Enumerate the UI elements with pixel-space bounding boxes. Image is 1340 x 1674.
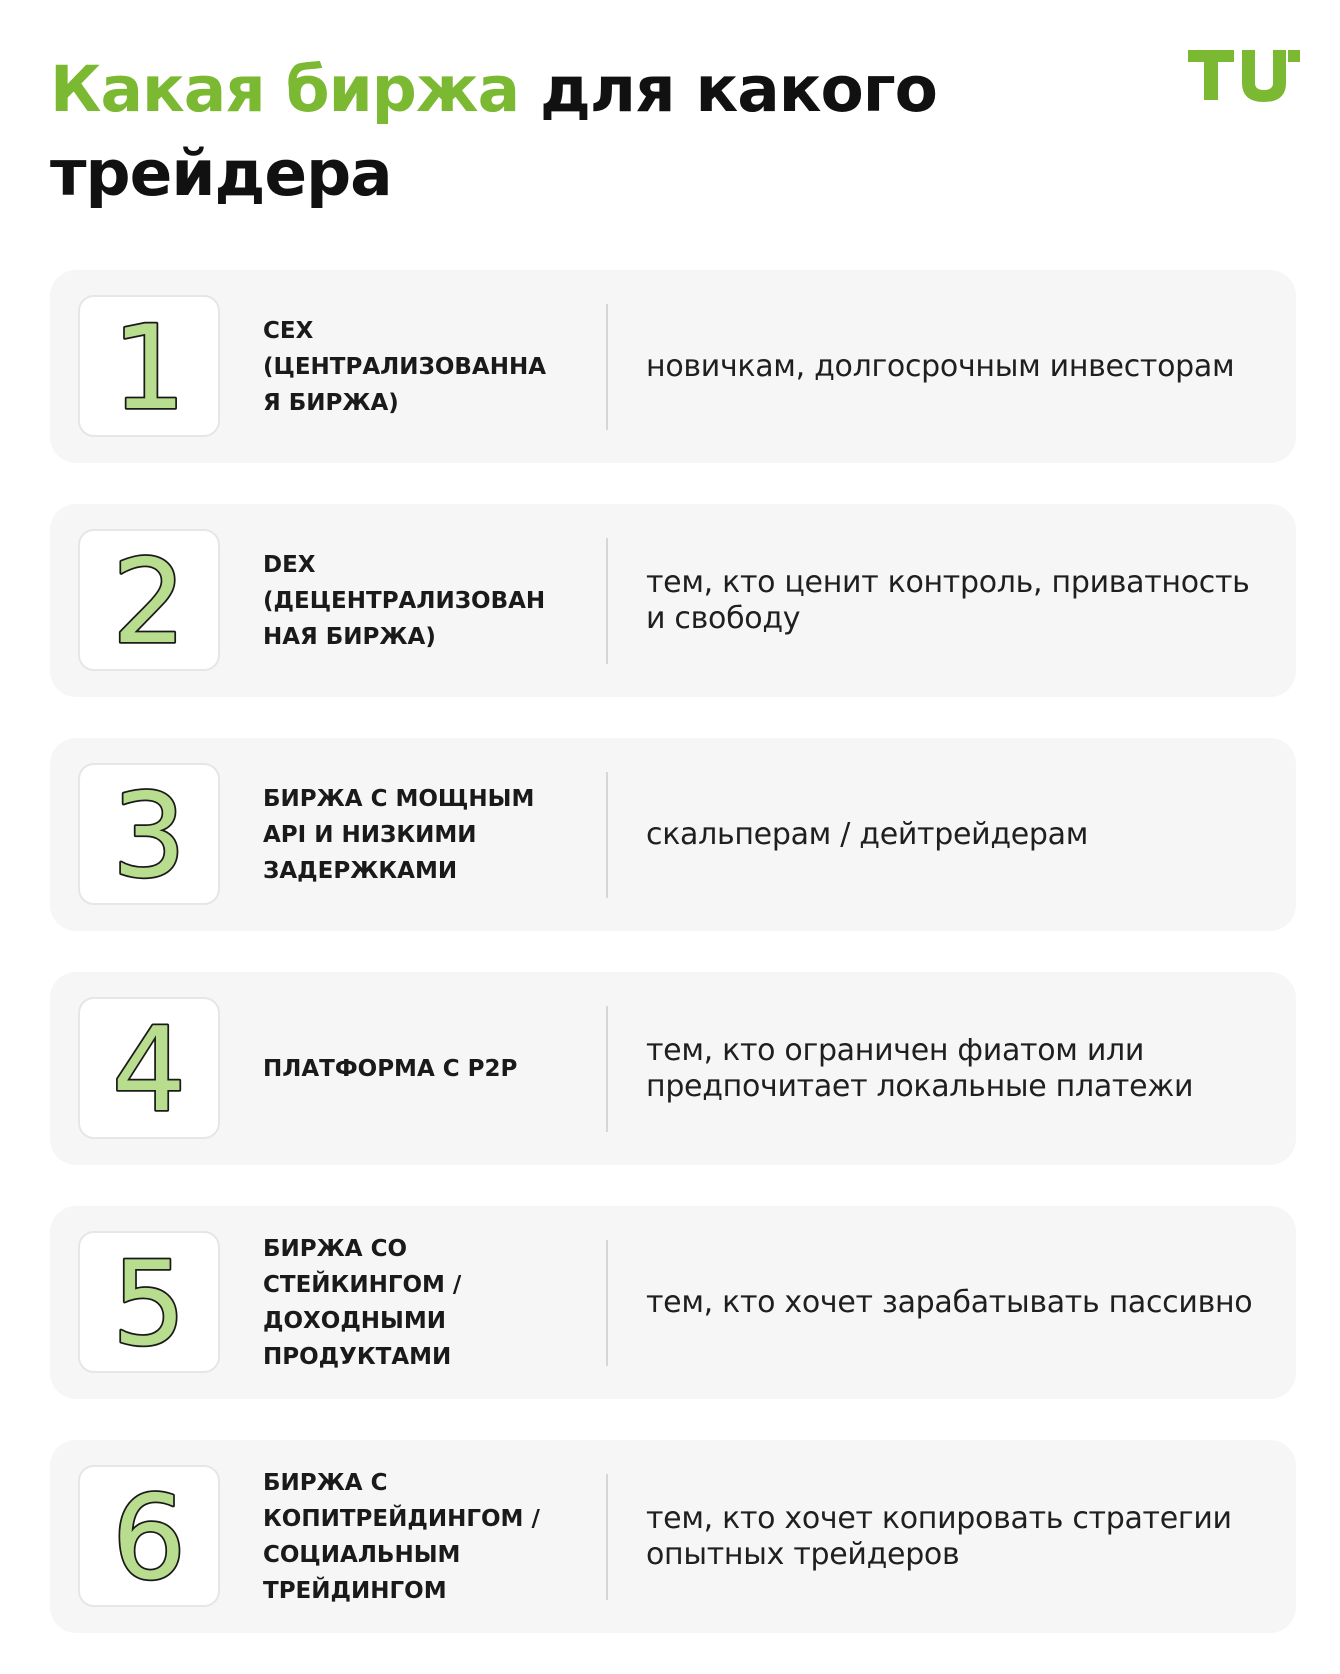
exchange-type-text: CEX (ЦЕНТРАЛИЗОВАННАЯ БИРЖА) — [263, 317, 547, 416]
trader-type — [646, 1206, 1276, 1399]
trader-type — [646, 738, 1276, 931]
brand-logo-icon — [1188, 50, 1300, 108]
number-badge — [78, 1231, 220, 1373]
item-number: 2 — [112, 534, 186, 669]
list-item — [50, 270, 1296, 463]
exchange-type-text: БИРЖА СО СТЕЙКИНГОМ / ДОХОДНЫМИ ПРОДУКТАМИ — [263, 1235, 462, 1370]
exchange-type — [263, 270, 563, 463]
item-number: 6 — [112, 1470, 186, 1605]
divider — [606, 1006, 608, 1132]
divider — [606, 772, 608, 898]
item-number: 4 — [112, 1002, 186, 1137]
trader-type — [646, 270, 1276, 463]
number-2-icon — [80, 531, 218, 669]
exchange-type — [263, 972, 563, 1165]
divider — [606, 1240, 608, 1366]
trader-type — [646, 504, 1276, 697]
page-title-accent: Какая биржа — [50, 53, 520, 126]
exchange-type — [263, 738, 563, 931]
trader-type-text: тем, кто ограничен фиатом или предпочитает локальные платежи — [646, 1032, 1194, 1104]
trader-type-text: скальперам / дейтрейдерам — [646, 816, 1089, 852]
exchange-type — [263, 504, 563, 697]
item-number: 1 — [112, 300, 186, 435]
page-title-rest: для какого трейдера — [50, 53, 937, 210]
number-badge — [78, 1465, 220, 1607]
page-title — [50, 48, 1050, 216]
number-3-icon — [80, 765, 218, 903]
number-4-icon — [80, 999, 218, 1137]
divider — [606, 538, 608, 664]
trader-type — [646, 972, 1276, 1165]
brand-logo — [1188, 50, 1300, 108]
trader-type-text: тем, кто ценит контроль, приватность и свободу — [646, 564, 1250, 636]
divider — [606, 1474, 608, 1600]
number-5-icon — [80, 1233, 218, 1371]
number-1-icon — [80, 297, 218, 435]
list-item — [50, 504, 1296, 697]
list-item — [50, 738, 1296, 931]
exchange-type-text: ПЛАТФОРМА С P2P — [263, 1055, 518, 1082]
exchange-type-text: БИРЖА С МОЩНЫМ API И НИЗКИМИ ЗАДЕРЖКАМИ — [263, 785, 535, 884]
number-badge — [78, 529, 220, 671]
trader-type-text: тем, кто хочет копировать стратегии опытных трейдеров — [646, 1500, 1232, 1572]
exchange-type — [263, 1206, 563, 1399]
trader-type-text: тем, кто хочет зарабатывать пассивно — [646, 1284, 1253, 1320]
item-number: 5 — [112, 1236, 186, 1371]
divider — [606, 304, 608, 430]
number-badge — [78, 997, 220, 1139]
trader-type-text: новичкам, долгосрочным инвесторам — [646, 348, 1235, 384]
exchange-type-text: DEX (ДЕЦЕНТРАЛИЗОВАННАЯ БИРЖА) — [263, 551, 546, 650]
item-number: 3 — [112, 768, 186, 903]
exchange-type — [263, 1440, 563, 1633]
list-item — [50, 1206, 1296, 1399]
exchange-list — [50, 270, 1296, 1674]
trader-type — [646, 1440, 1276, 1633]
list-item — [50, 972, 1296, 1165]
number-badge — [78, 763, 220, 905]
number-6-icon — [80, 1467, 218, 1605]
exchange-type-text: БИРЖА С КОПИТРЕЙДИНГОМ / СОЦИАЛЬНЫМ ТРЕЙДИНГОМ — [263, 1469, 540, 1604]
number-badge — [78, 295, 220, 437]
list-item — [50, 1440, 1296, 1633]
